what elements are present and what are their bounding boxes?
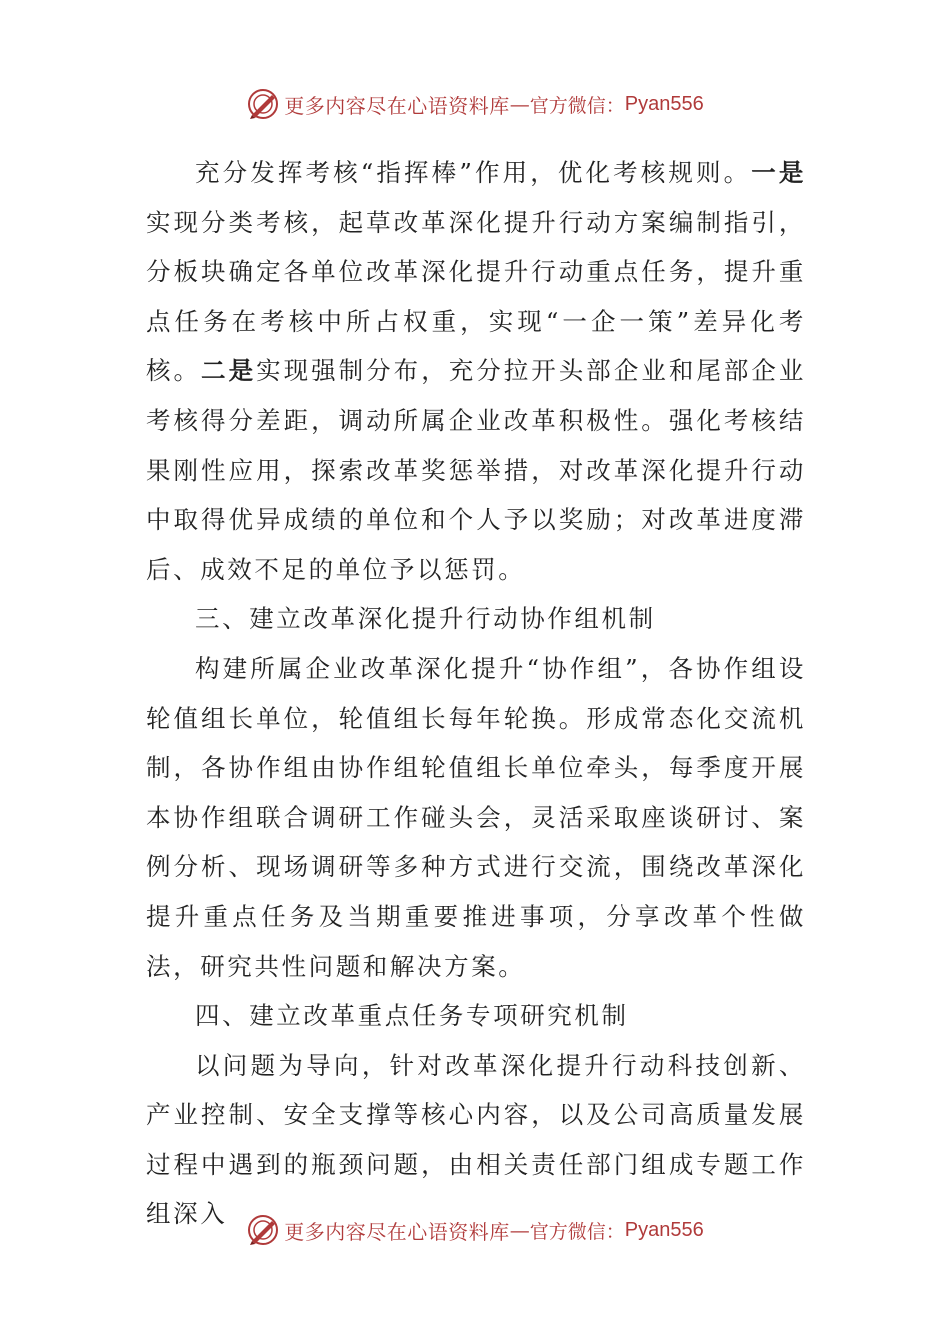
- document-body: [146, 148, 806, 1239]
- paragraph-collaboration: 构建所属企业改革深化提升“协作组”，各协作组设轮值组长单位，轮值组长每年轮换。形成常态化交流机制，各协作组由协作组轮值组长单位牵头，每季度开展本协作组联合调研工作碰头会，灵活采取座谈研讨、案例分析、现场调研等多种方式进行交流，围绕改革深化提升重点任务及当期重要推进事项，分享改革个性做法，研究共性问题和解决方案。: [146, 653, 806, 981]
- banner-wechat-id: Pyan556: [624, 92, 704, 115]
- paragraph-text: 实现分类考核，起草改革深化提升行动方案编制指引，分板块确定各单位改革深化提升行动重点任务，提升重点任务在考核中所占权重，实现“一企一策”差异化考核。: [146, 207, 806, 386]
- paragraph-research: 以问题为导向，针对改革深化提升行动科技创新、产业控制、安全支撑等核心内容，以及公司高质量发展过程中遇到的瓶颈问题，由相关责任部门组成专题工作组深入: [146, 1050, 806, 1229]
- paragraph-assessment: [146, 148, 806, 594]
- section-heading-three: 三、建立改革深化提升行动协作组机制: [195, 604, 656, 634]
- banner-wechat-label: 官方微信：: [529, 94, 625, 117]
- banner-separator: —: [509, 1218, 530, 1242]
- banner-main-text: 更多内容尽在心语资料库: [284, 1219, 510, 1244]
- bold-marker-first: 一是: [751, 158, 806, 187]
- bold-marker-second: 二是: [201, 356, 257, 386]
- banner-separator: —: [509, 92, 530, 116]
- paragraph-text: 实现强制分布，充分拉开头部企业和尾部企业考核得分差距，调动所属企业改革积极性。强化考核结果刚性应用，探索改革奖惩举措，对改革深化提升行动中取得优异成绩的单位和个人予以奖励；对改革进度滞后、成效不足的单位予以惩罚。: [146, 356, 807, 584]
- section-heading-four: 四、建立改革重点任务专项研究机制: [195, 1001, 629, 1031]
- banner-wechat-label: 官方微信：: [529, 1220, 625, 1243]
- header-watermark-banner: [0, 84, 950, 124]
- pen-logo-icon: [246, 87, 280, 121]
- footer-watermark-banner: [0, 1210, 950, 1250]
- banner-wechat-id: Pyan556: [624, 1218, 704, 1241]
- pen-logo-icon: [246, 1213, 280, 1247]
- paragraph-text: 充分发挥考核“指挥棒”作用，优化考核规则。: [195, 158, 752, 187]
- banner-main-text: 更多内容尽在心语资料库: [284, 93, 510, 118]
